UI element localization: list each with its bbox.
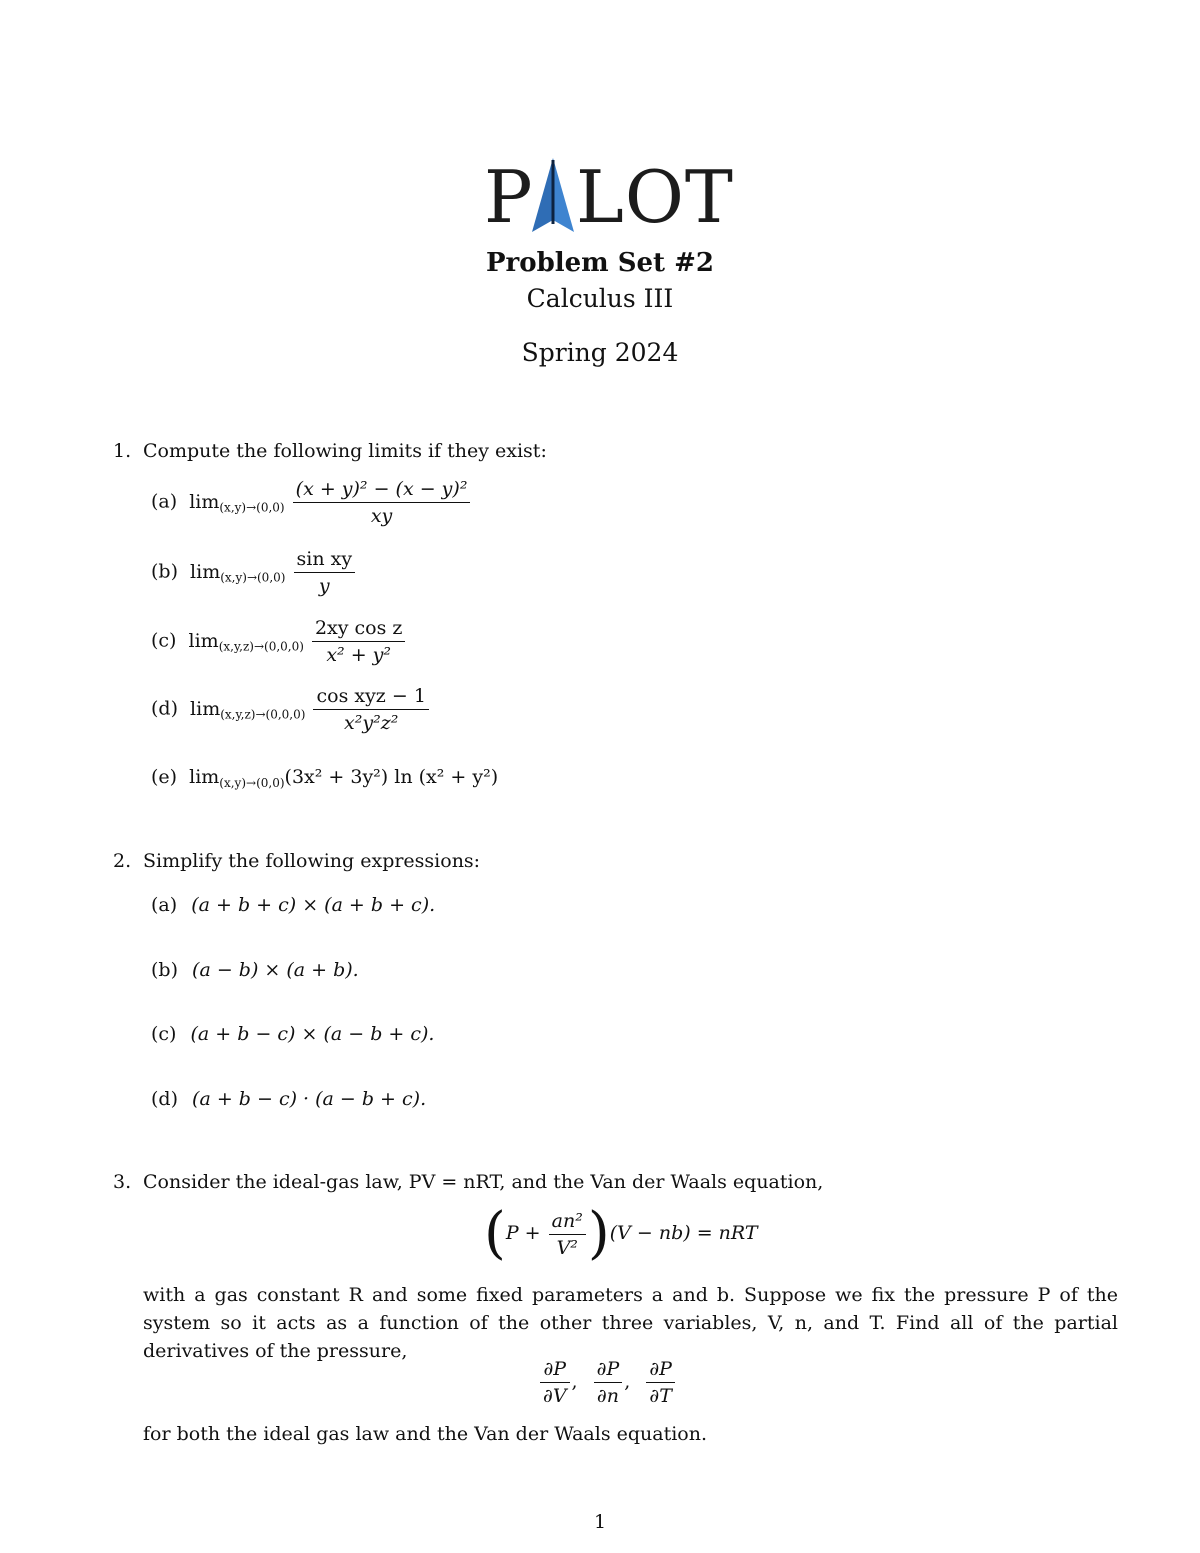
lim-operator: lim (189, 490, 220, 513)
lim-operator: lim (190, 697, 221, 720)
problem-3-closing: for both the ideal gas law and the Van der Waals equation. (143, 1423, 708, 1445)
numerator: ∂P (594, 1358, 623, 1383)
expression: (a + b + c) × (a + b + c). (191, 894, 436, 916)
part-label: (a) (151, 894, 178, 916)
fraction (312, 617, 405, 666)
problem-1a (151, 478, 472, 527)
lim-subscript: (x,y)→(0,0) (219, 500, 285, 515)
problem-2c (151, 1023, 434, 1045)
logo-arrow-icon (530, 158, 576, 234)
part-label: (b) (151, 560, 178, 583)
problem-3-prompt: Consider the ideal-gas law, PV = nRT, and the Van der Waals equation, (143, 1171, 824, 1193)
eq-right: (V − nb) = nRT (609, 1222, 758, 1244)
part-label: (e) (151, 766, 178, 788)
lim-subscript: (x,y,z)→(0,0,0) (220, 707, 306, 722)
lim-operator: lim (190, 560, 221, 583)
term: Spring 2024 (521, 338, 679, 367)
problem-1e (151, 766, 498, 790)
problem-2-number: 2. (113, 850, 132, 872)
lim-subscript: (x,y)→(0,0) (220, 570, 286, 585)
problem-2-prompt: Simplify the following expressions: (143, 850, 481, 872)
denominator: y (318, 575, 330, 597)
logo-letters-lot: LOT (576, 155, 734, 239)
problem-1-number: 1. (113, 440, 132, 462)
fraction (293, 478, 471, 527)
denominator: x²y²z² (344, 712, 399, 734)
page-number: 1 (593, 1511, 607, 1533)
fraction (549, 1210, 586, 1259)
denominator: x² + y² (326, 644, 392, 666)
problem-2d (151, 1088, 426, 1110)
problem-1-prompt: Compute the following limits if they exist: (143, 440, 547, 462)
van-der-waals-equation: (P + $\frac{\text{an²}}{\text{V²}}$ )(V − nb) = nRT (484, 1201, 758, 1266)
denominator: ∂n (596, 1385, 619, 1407)
part-label: (c) (151, 629, 177, 652)
numerator: 2xy cos z (312, 617, 405, 642)
problem-2a (151, 894, 435, 916)
numerator: (x + y)² − (x − y)² (293, 478, 471, 503)
lim-subscript: (x,y,z)→(0,0,0) (218, 639, 304, 654)
lim-subscript: (x,y)→(0,0) (219, 776, 285, 790)
numerator: sin xy (294, 548, 356, 573)
logo-letter-p: P (484, 155, 534, 239)
expression: (a + b − c) × (a − b + c). (190, 1023, 435, 1045)
part-label: (a) (151, 490, 178, 513)
problem-3-body: with a gas constant R and some fixed parameters a and b. Suppose we fix the pressure P of the system so it acts as a function of the other three variables, V, n, and T. Find all of the partial derivatives of the pressure, (143, 1284, 1118, 1362)
part-label: (d) (151, 1088, 178, 1110)
expression: (3x² + 3y²) ln (x² + y²) (284, 766, 499, 788)
part-label: (b) (151, 959, 178, 981)
partial-derivatives: $\frac{\partial P}{\partial V}$ , $\frac{\partial P}{\partial n}$ , $\frac{\partial P}{\partial T}$ (538, 1358, 677, 1407)
numerator: an² (549, 1210, 586, 1235)
numerator: ∂P (540, 1358, 570, 1383)
denominator: V² (556, 1236, 578, 1259)
partial-fraction (594, 1358, 623, 1407)
partial-fraction (540, 1358, 570, 1407)
problem-1b (151, 548, 357, 597)
numerator: cos xyz − 1 (313, 685, 428, 710)
partial-fraction (646, 1358, 675, 1407)
problem-1d (151, 685, 431, 734)
denominator: ∂T (649, 1385, 672, 1407)
expression: (a + b − c) · (a − b + c). (192, 1088, 427, 1110)
problem-1c (151, 617, 407, 666)
denominator: ∂V (543, 1385, 567, 1407)
denominator: xy (370, 505, 393, 527)
eq-left: P + (505, 1222, 541, 1244)
part-label: (c) (151, 1023, 177, 1045)
problem-3-number: 3. (113, 1171, 132, 1193)
expression: (a − b) × (a + b). (192, 959, 359, 981)
lim-operator: lim (188, 629, 219, 652)
problem-2b (151, 959, 359, 981)
lim-operator: lim (189, 766, 220, 788)
course-name: Calculus III (526, 284, 674, 313)
page-title: Problem Set #2 (485, 248, 714, 278)
numerator: ∂P (646, 1358, 675, 1383)
part-label: (d) (151, 697, 178, 720)
pilot-logo (480, 152, 734, 239)
fraction (313, 685, 428, 734)
fraction (294, 548, 356, 597)
